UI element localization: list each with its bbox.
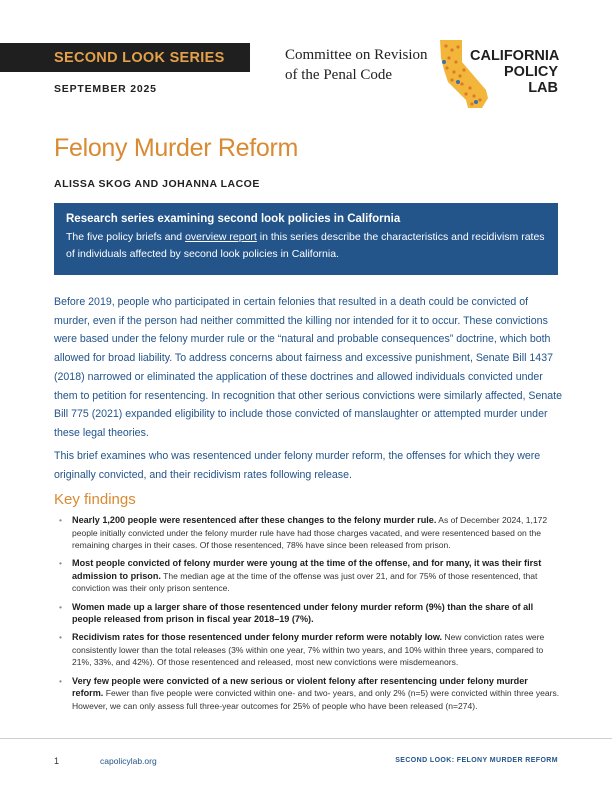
list-item: [54, 675, 560, 713]
bullet-icon: •: [59, 675, 62, 686]
map-dot: [474, 100, 478, 104]
authors: ALISSA SKOG AND JOHANNA LACOE: [54, 178, 260, 190]
page-number: 1: [54, 756, 60, 766]
committee-line-2: of the Penal Code: [285, 67, 393, 83]
finding-bold: Nearly 1,200 people were resentenced after these changes to the felony murder rule.: [72, 515, 437, 525]
bullet-icon: •: [59, 601, 62, 612]
committee-name: [285, 45, 428, 85]
footer-divider: [0, 738, 612, 739]
list-item: [54, 514, 560, 552]
map-dot: [470, 102, 473, 105]
committee-line-1: Committee on Revision: [285, 47, 428, 63]
map-dot: [462, 68, 465, 71]
list-item: [54, 601, 560, 626]
finding-text: Fewer than five people were convicted within one- and two- years, and only 2% (n=5) were convicted within three years. However, we can only assess full three-year outcomes for 25% of people who have been released (n=274).: [72, 688, 560, 711]
key-findings-heading: Key findings: [54, 491, 136, 508]
map-dot: [442, 60, 446, 64]
intro-paragraph-2: This brief examines who was resentenced under felony murder reform, the offenses for which they were originally convicted, and their recidivism rates following release.: [54, 450, 541, 481]
map-dot: [447, 56, 450, 59]
logo-line-2: POLICY: [504, 64, 558, 80]
map-dot: [452, 70, 455, 73]
map-dot: [456, 80, 460, 84]
finding-text: The median age at the time of the offense was just over 21, and for 75% of those resentenced, that conviction was their only prison sentence.: [72, 570, 538, 594]
overview-report-link[interactable]: overview report: [185, 231, 257, 243]
finding-bold: Most people convicted of felony murder were young at the time of the offense, and for many, it was their first admission to prison.: [72, 558, 542, 581]
logo-line-1: CALIFORNIA: [470, 48, 560, 64]
running-title: SECOND LOOK: FELONY MURDER REFORM: [395, 757, 558, 764]
footer-url-link[interactable]: capolicylab.org: [100, 756, 157, 766]
map-dot: [464, 92, 467, 95]
callout-title: Research series examining second look policies in California: [66, 213, 401, 225]
finding-text: New conviction rates were consistently lower than the total releases (3% within one year, 7% within two years, and 10% within three years, compared to 21%, 33%, and 42%). Of those resentenced and released, most new convictions were misdemeanors.: [72, 632, 545, 668]
cpl-logo-text: [470, 48, 558, 96]
map-dot: [450, 78, 453, 81]
bullet-icon: •: [59, 515, 62, 525]
bullet-icon: •: [59, 558, 62, 569]
finding-bold: Very few people were convicted of a new serious or violent felony after resentencing under felony murder reform.: [72, 675, 528, 699]
map-dot: [450, 48, 453, 51]
finding-bold: Recidivism rates for those resentenced under felony murder reform were notably low.: [72, 632, 443, 643]
list-item: [54, 557, 560, 595]
series-label: SECOND LOOK SERIES: [54, 50, 225, 66]
series-banner: [0, 43, 250, 72]
series-callout: [54, 203, 558, 275]
finding-text: As of December 2024, 1,172 people initially convicted under the felony murder rule have had those charges vacated, and were resentenced based on the remaining charges in their cases. Of those resentenced, 78% have since been released from prison.: [72, 515, 548, 551]
map-dot: [458, 74, 461, 77]
logo-line-3: LAB: [528, 80, 558, 96]
map-dot: [460, 82, 463, 85]
map-dot: [478, 98, 481, 101]
callout-text-post: in this series describe the characteristics and recidivism rates of individuals affected by second look policies in California.: [66, 231, 545, 260]
map-dot: [444, 44, 447, 47]
bullet-icon: •: [59, 632, 62, 643]
intro-paragraph-1: Before 2019, people who participated in certain felonies that resulted in a death could be convicted of murder, even if the person had neither committed the killing nor intended for it to occur. These convictions were based under the felony murder rule or the “natural and probable consequences” doctrine, which both allowed for broad liability. To address concerns about fairness and excessive punishment, Senate Bill 1437 (2018) narrowed or eliminated the application of these doctrines and allowed individuals convicted under them to petition for resentencing. In recognition that other serious convictions were similarly affected, Senate Bill 775 (2021) expanded eligibility to include those convicted of manslaughter or attempted murder under these legal theories.: [54, 296, 562, 439]
publication-date: SEPTEMBER 2025: [54, 83, 157, 95]
map-dot: [445, 66, 448, 69]
key-findings-list: [54, 514, 560, 712]
map-dot: [456, 45, 459, 48]
map-dot: [454, 60, 457, 63]
callout-body: [66, 229, 546, 263]
page-title: Felony Murder Reform: [54, 134, 299, 162]
callout-text-pre: The five policy briefs and: [66, 231, 186, 243]
list-item: [54, 631, 560, 669]
finding-bold: Women made up a larger share of those resentenced under felony murder reform (9%) than the share of all people released from prison in fiscal year 2018–19 (7%).: [72, 601, 534, 625]
